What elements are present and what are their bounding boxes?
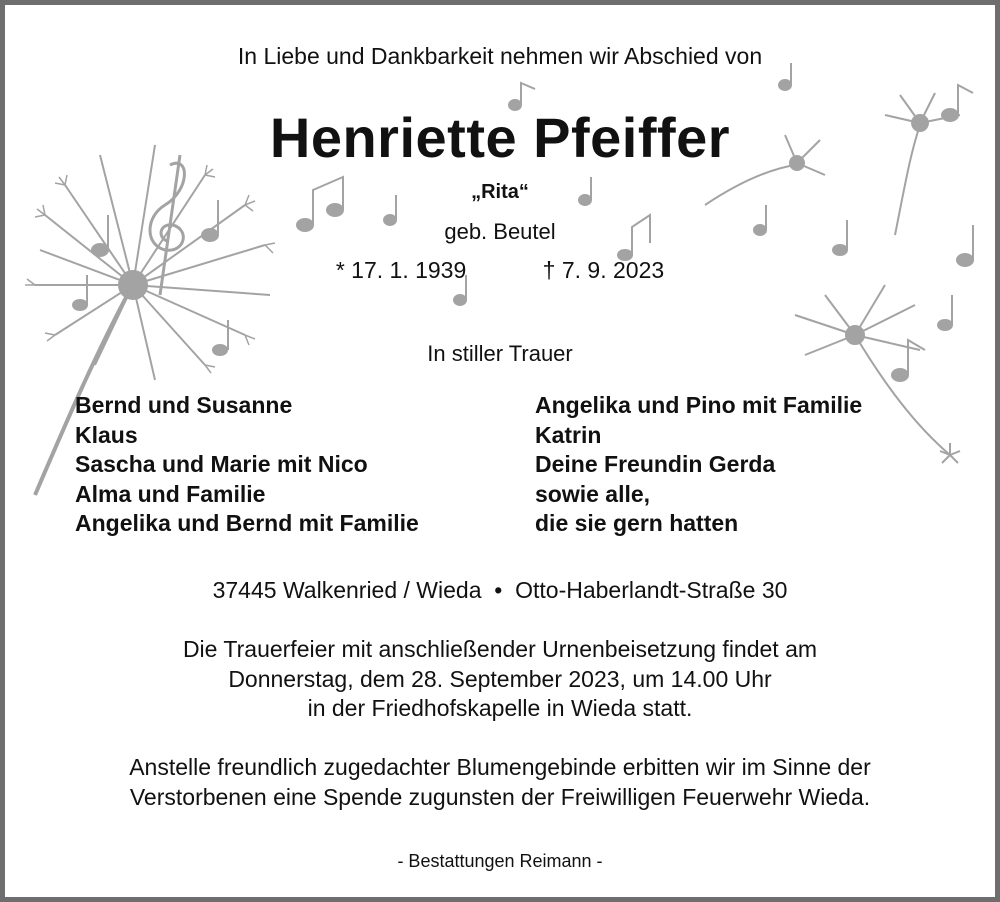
donation-request: [5, 753, 995, 812]
mourners-left-column: [75, 391, 419, 539]
mourner-entry: Alma und Familie: [75, 480, 266, 507]
death-date: † 7. 9. 2023: [542, 257, 665, 283]
mourner-entry: Katrin: [535, 421, 602, 448]
funeral-ceremony-notice: [5, 635, 995, 724]
deceased-nickname: „Rita“: [471, 181, 529, 203]
deceased-name: Henriette Pfeiffer: [269, 106, 731, 169]
mourner-entry: Angelika und Bernd mit Familie: [75, 510, 419, 536]
funeral-home: - Bestattungen Reimann -: [397, 851, 603, 871]
mourner-entry: Sascha und Marie mit Nico: [75, 451, 368, 477]
mourner-entry: Klaus: [75, 421, 138, 448]
life-dates: [5, 257, 995, 284]
mourner-entry: Deine Freundin Gerda: [535, 451, 776, 477]
mourner-entry: sowie alle,: [535, 480, 651, 507]
mourner-entry: die sie gern hatten: [535, 510, 739, 536]
mourners-right-column: [535, 391, 862, 539]
ceremony-line: Donnerstag, dem 28. September 2023, um 14.00 Uhr: [228, 665, 772, 692]
donation-line: Verstorbenen eine Spende zugunsten der Freiwilligen Feuerwehr Wieda.: [129, 783, 871, 810]
mourning-title: In stiller Trauer: [427, 341, 573, 366]
mourner-entry: Bernd und Susanne: [75, 392, 293, 418]
farewell-intro: In Liebe und Dankbarkeit nehmen wir Abschied von: [237, 43, 763, 69]
ceremony-line: in der Friedhofskapelle in Wieda statt.: [307, 695, 693, 721]
family-address: 37445 Walkenried / Wieda • Otto-Haberlandt-Straße 30: [212, 577, 788, 603]
birth-date: * 17. 1. 1939: [335, 257, 467, 283]
ceremony-line: Die Trauerfeier mit anschließender Urnenbeisetzung findet am: [182, 636, 818, 662]
maiden-name: geb. Beutel: [444, 219, 556, 244]
donation-line: Anstelle freundlich zugedachter Blumengebinde erbitten wir im Sinne der: [129, 754, 871, 780]
mourner-entry: Angelika und Pino mit Familie: [535, 392, 863, 418]
